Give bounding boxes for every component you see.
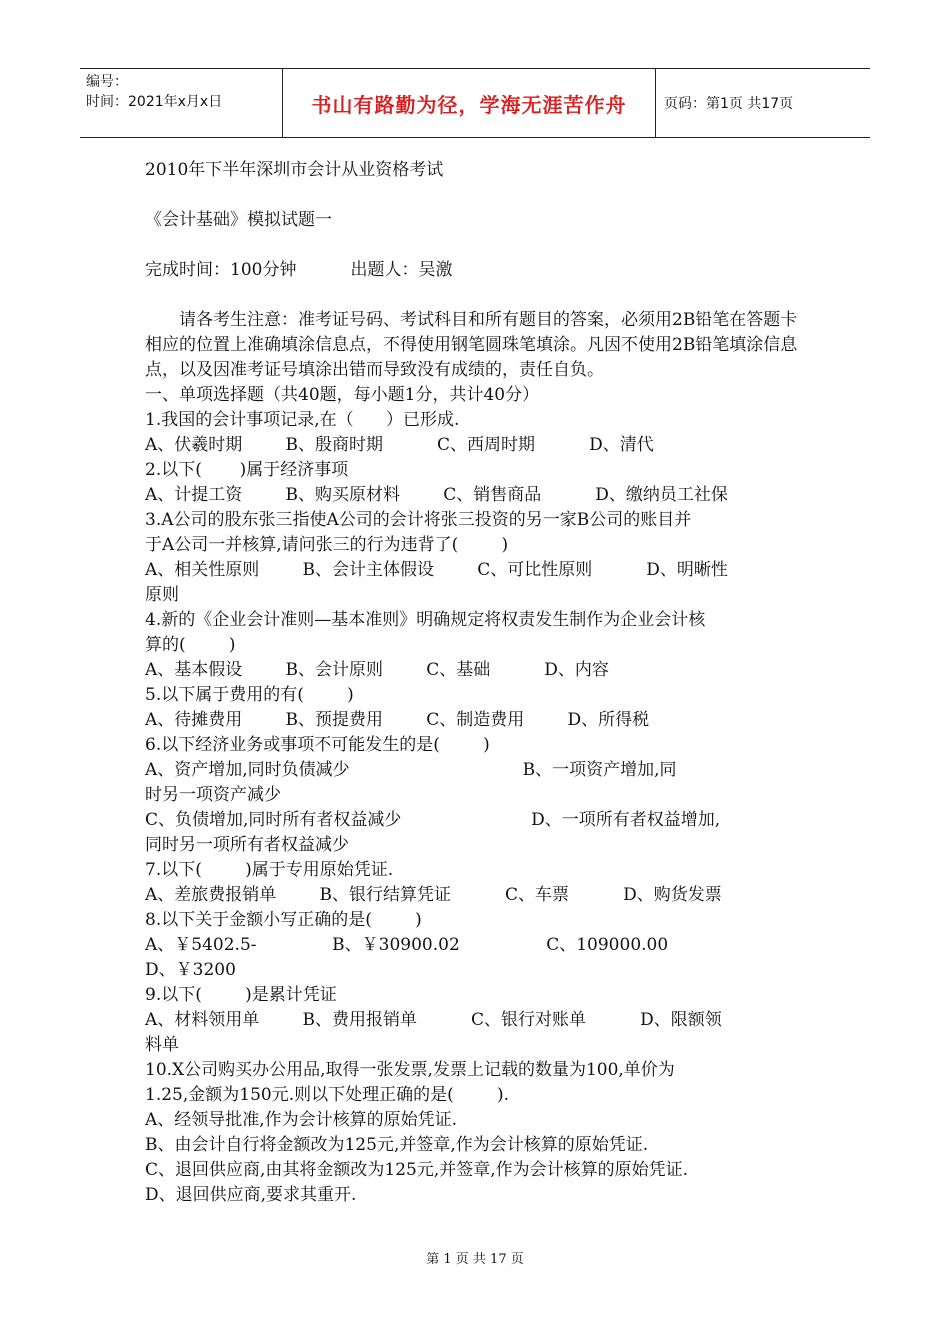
- question-line: 于A公司一并核算,请问张三的行为违背了( ): [145, 535, 509, 555]
- exam-meta: 完成时间：100分钟 出题人：吴激: [145, 260, 453, 280]
- question-line: D、退回供应商,要求其重开.: [145, 1185, 357, 1205]
- question-line: A、材料领用单 B、费用报销单 C、银行对账单 D、限额领: [145, 1010, 722, 1030]
- question-line: 同时另一项所有者权益减少: [145, 835, 349, 855]
- question-line: A、计提工资 B、购买原材料 C、销售商品 D、缴纳员工社保: [145, 485, 728, 505]
- question-list: [145, 408, 813, 1208]
- question-line: A、差旅费报销单 B、银行结算凭证 C、车票 D、购货发票: [145, 885, 722, 905]
- question-line: 2.以下( )属于经济事项: [145, 460, 349, 480]
- question-line: 9.以下( )是累计凭证: [145, 985, 337, 1005]
- page-info: 页码：第1页 共17页: [664, 96, 794, 112]
- question-line: A、相关性原则 B、会计主体假设 C、可比性原则 D、明晰性: [145, 560, 728, 580]
- section-heading: 一、单项选择题（共40题，每小题1分，共计40分）: [145, 385, 540, 405]
- question-line: 原则: [145, 585, 179, 605]
- question-line: 1.我国的会计事项记录,在（ ）已形成.: [145, 410, 460, 430]
- question-line: 4.新的《企业会计准则—基本准则》明确规定将权责发生制作为企业会计核: [145, 610, 706, 630]
- question-line: 算的( ): [145, 635, 236, 655]
- question-line: 时另一项资产减少: [145, 785, 281, 805]
- page-header: [80, 68, 870, 138]
- question-line: C、退回供应商,由其将金额改为125元,并签章,作为会计核算的原始凭证.: [145, 1160, 689, 1180]
- question-line: 1.25,金额为150元.则以下处理正确的是( ).: [145, 1085, 510, 1105]
- time-label: 时间：2021年x月x日: [86, 94, 223, 110]
- question-line: 8.以下关于金额小写正确的是( ): [145, 910, 422, 930]
- notice-paragraph: 请各考生注意：准考证号码、考试科目和所有题目的答案，必须用2B铅笔在答题卡相应的位置上准确填涂信息点，不得使用钢笔圆珠笔填涂。凡因不使用2B铅笔填涂信息点，以及因准考证号填涂出错而导致没有成绩的，责任自负。: [145, 310, 798, 380]
- question-line: B、由会计自行将金额改为125元,并签章,作为会计核算的原始凭证.: [145, 1135, 649, 1155]
- question-line: C、负债增加,同时所有者权益减少 D、一项所有者权益增加,: [145, 810, 721, 830]
- page-footer: 第 1 页 共 17 页: [426, 1252, 524, 1267]
- question-line: A、资产增加,同时负债减少 B、一项资产增加,同: [145, 760, 677, 780]
- document-body: [145, 158, 813, 1208]
- question-line: 3.A公司的股东张三指使A公司的会计将张三投资的另一家B公司的账目并: [145, 510, 692, 530]
- question-line: A、伏羲时期 B、殷商时期 C、西周时期 D、清代: [145, 435, 654, 455]
- question-line: A、经领导批准,作为会计核算的原始凭证.: [145, 1110, 458, 1130]
- question-line: A、待摊费用 B、预提费用 C、制造费用 D、所得税: [145, 710, 650, 730]
- question-line: A、￥5402.5- B、￥30900.02 C、109000.00: [145, 935, 669, 955]
- exam-title: 2010年下半年深圳市会计从业资格考试: [145, 160, 444, 180]
- number-label: 编号：: [86, 74, 128, 90]
- paper-title: 《会计基础》模拟试题一: [145, 210, 332, 230]
- question-line: 10.X公司购买办公用品,取得一张发票,发票上记载的数量为100,单价为: [145, 1060, 675, 1080]
- question-line: 料单: [145, 1035, 179, 1055]
- question-line: 5.以下属于费用的有( ): [145, 685, 354, 705]
- header-left-cell: [80, 69, 283, 137]
- question-line: D、￥3200: [145, 960, 236, 980]
- question-line: A、基本假设 B、会计原则 C、基础 D、内容: [145, 660, 609, 680]
- motto: 书山有路勤为径，学海无涯苦作舟: [283, 69, 656, 137]
- question-line: 6.以下经济业务或事项不可能发生的是( ): [145, 735, 490, 755]
- question-line: 7.以下( )属于专用原始凭证.: [145, 860, 394, 880]
